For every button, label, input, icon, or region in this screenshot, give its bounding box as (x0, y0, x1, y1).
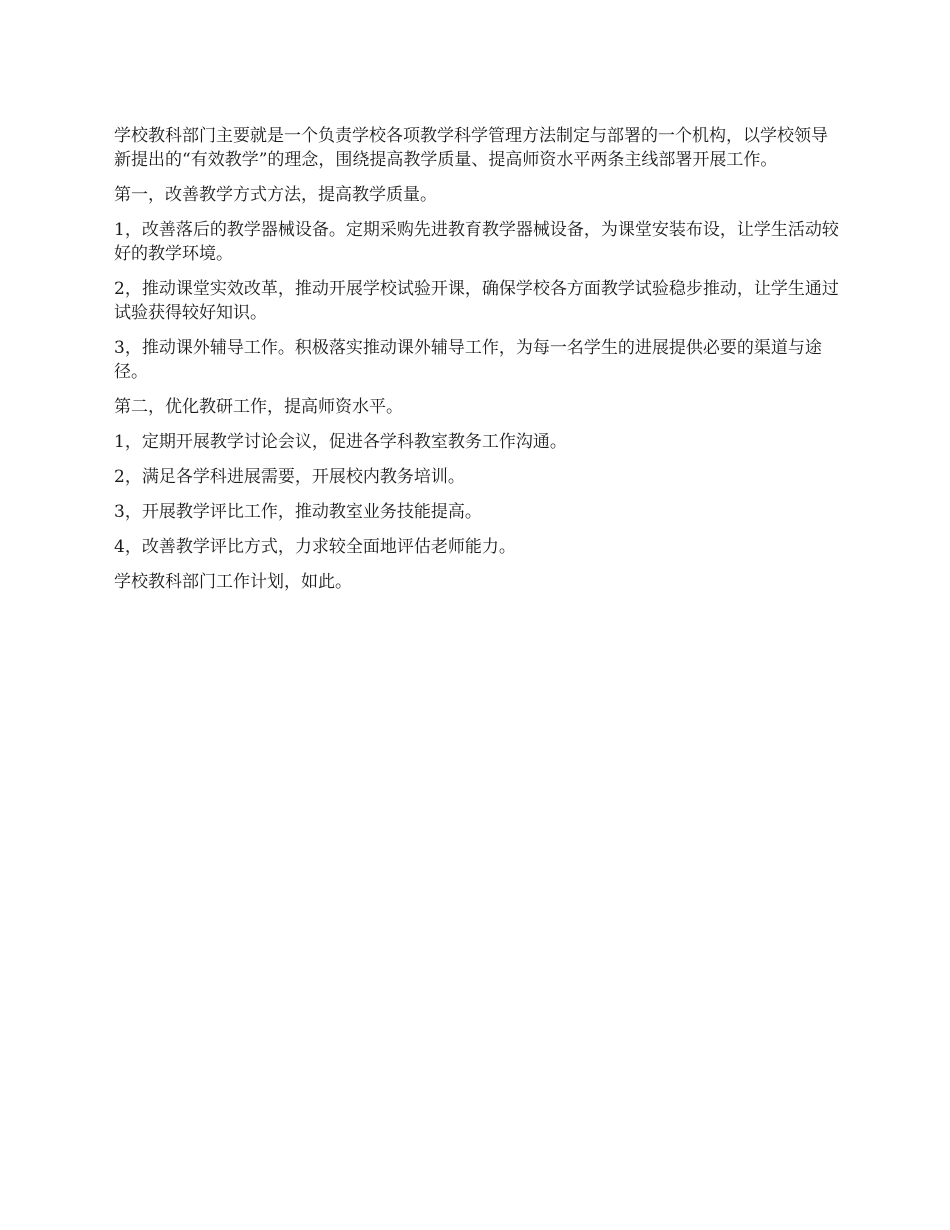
list-item: 2，满足各学科进展需要，开展校内教务培训。 (114, 467, 465, 487)
list-item: 2，推动课堂实效改革，推动开展学校试验开课，确保学校各方面教学试验稳步推动，让学生通过试验获得较好知识。 (114, 279, 839, 323)
list-item: 1，改善落后的教学器械设备。定期采购先进教育教学器械设备，为课堂安装布设，让学生活动较好的教学环境。 (114, 220, 839, 264)
list-item: 3，推动课外辅导工作。积极落实推动课外辅导工作，为每一名学生的进展提供必要的渠道与途径。 (114, 338, 822, 382)
closing-paragraph: 学校教科部门工作计划，如此。 (114, 572, 352, 592)
list-item: 4，改善教学评比方式，力求较全面地评估老师能力。 (114, 537, 516, 557)
list-item: 3，开展教学评比工作，推动教室业务技能提高。 (114, 502, 482, 522)
intro-paragraph: 学校教科部门主要就是一个负责学校各项教学科学管理方法制定与部署的一个机构，以学校领导新提出的“有效教学”的理念，围绕提高教学质量、提高师资水平两条主线部署开展工作。 (114, 126, 828, 170)
list-item: 1，定期开展教学讨论会议，促进各学科教室教务工作沟通。 (114, 432, 567, 452)
section-heading-first: 第一，改善教学方式方法，提高教学质量。 (114, 185, 437, 205)
section-heading-second: 第二，优化教研工作，提高师资水平。 (114, 397, 403, 417)
